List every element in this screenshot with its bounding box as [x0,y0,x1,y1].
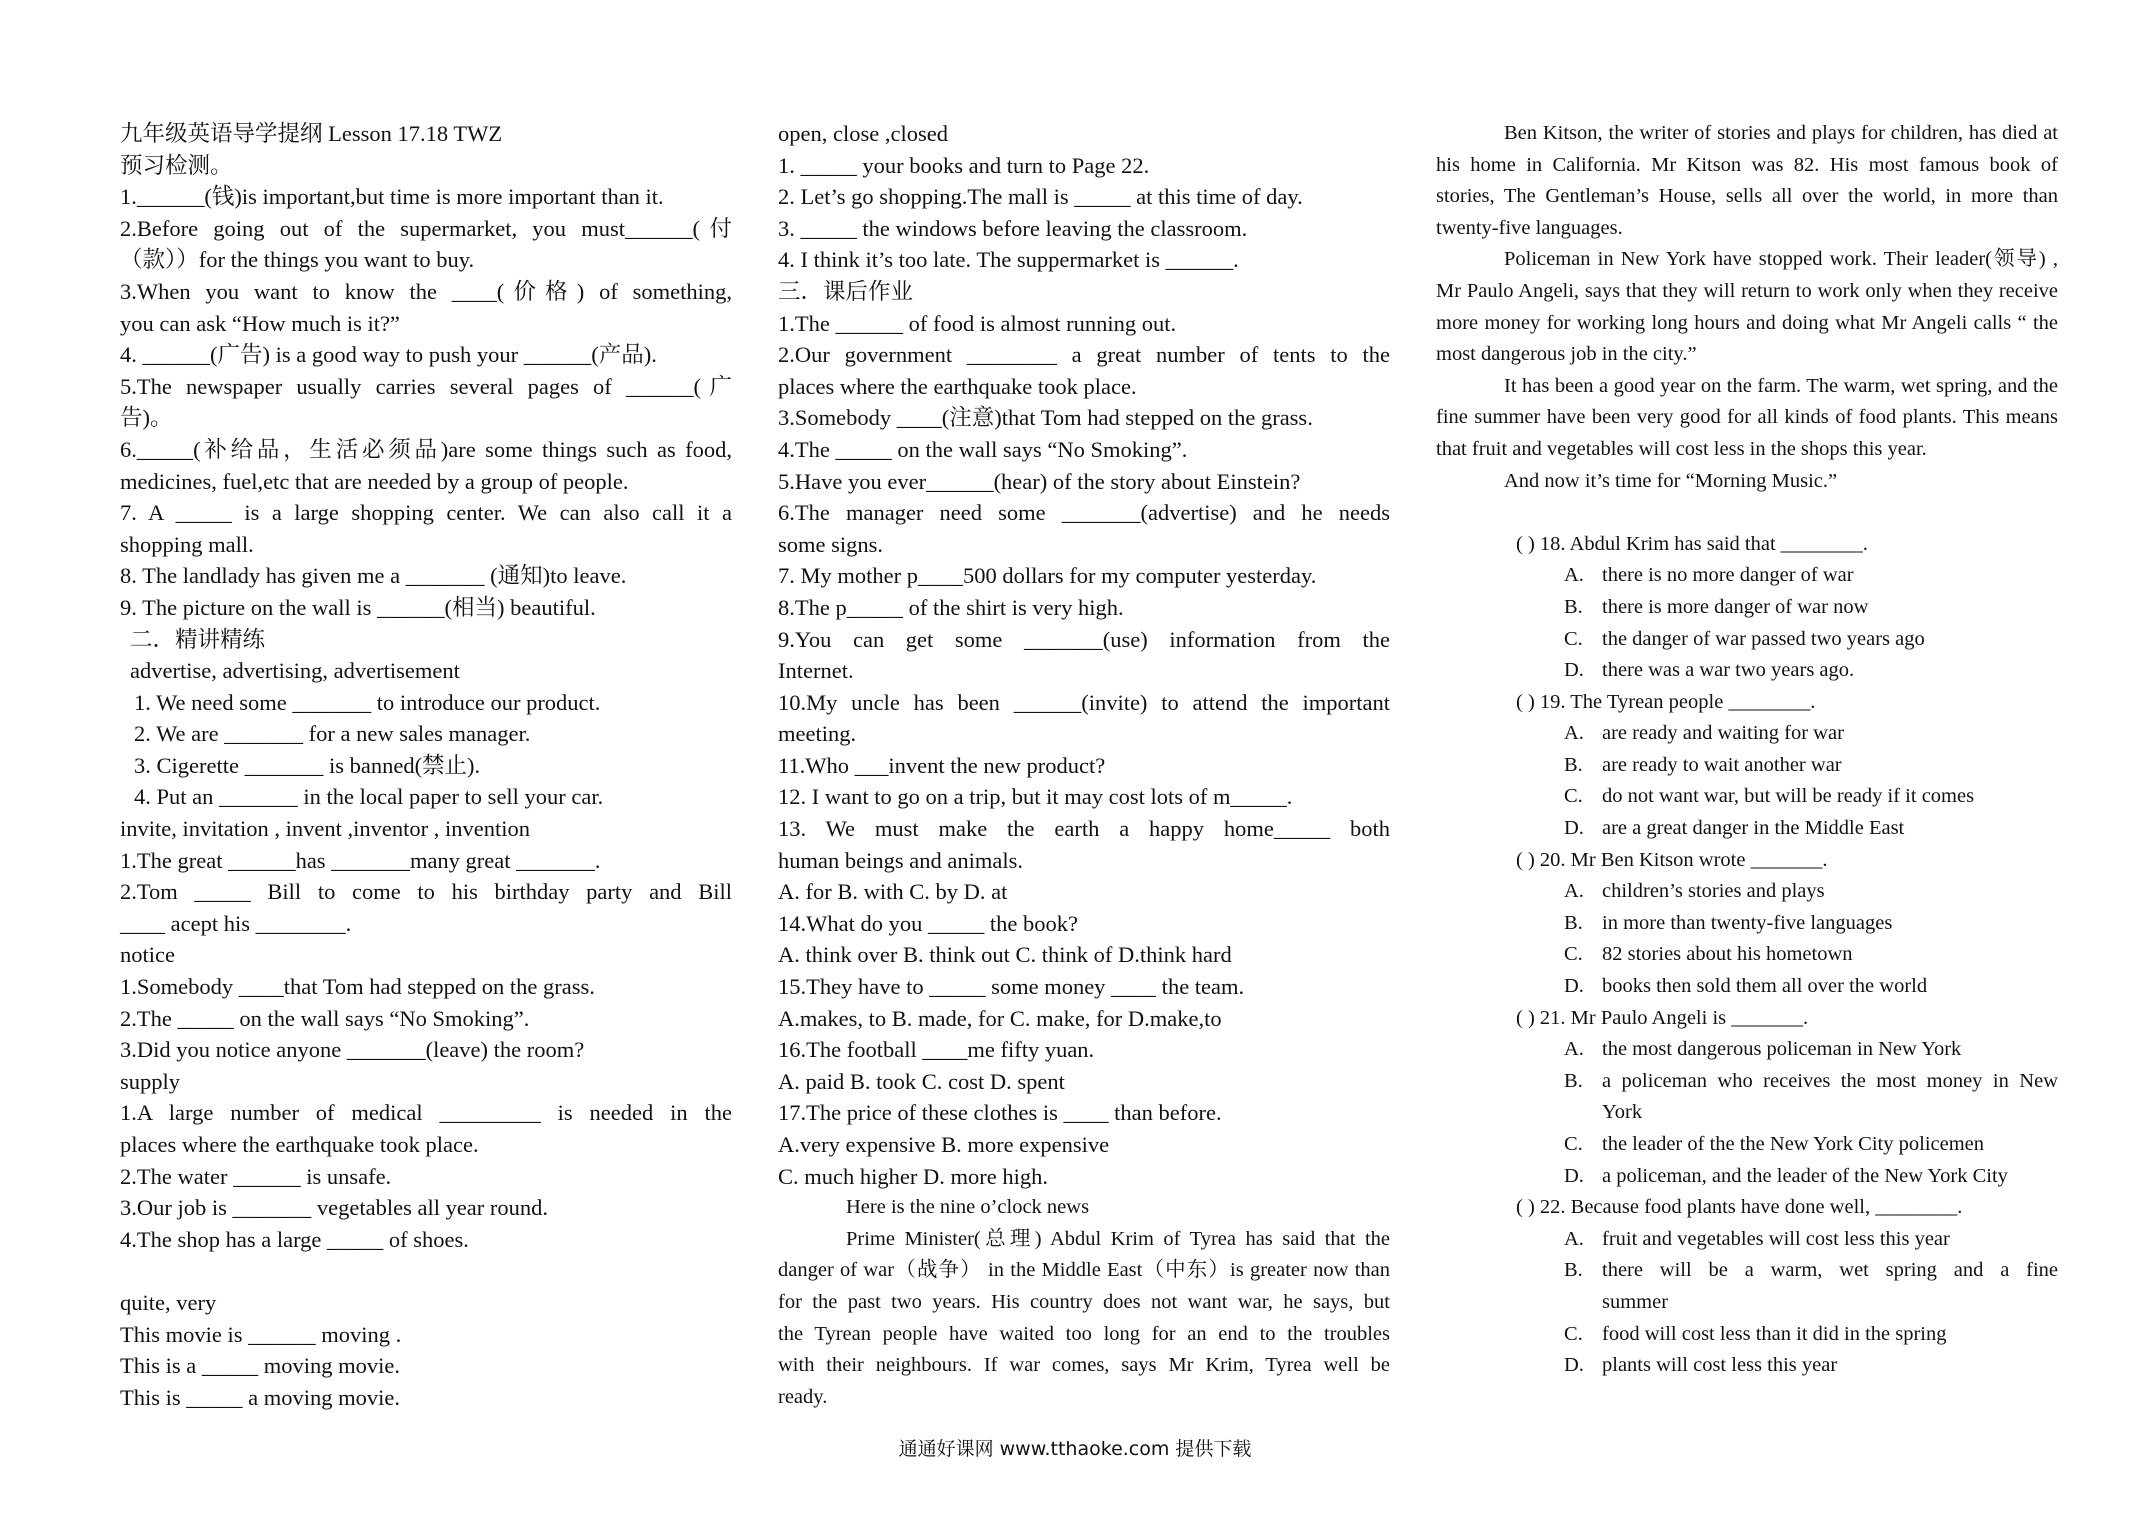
news-paragraph: It has been a good year on the farm. The warm, wet spring, and the fine summer have been very good for all kinds of food plants. This means that fruit and vegetables will cost less in the shops this year. [1436,374,2058,460]
answer-option [1436,560,2058,592]
text-line: supply [120,1068,181,1094]
text-line: 2.The water ______ is unsafe. [120,1163,392,1189]
text-line: 二．精讲精练 [130,626,266,652]
text-line: meeting. [778,721,857,747]
text-line: A. paid B. took C. cost D. spent [778,1068,1065,1094]
text-line: A.makes, to B. made, for C. make, for D.make,to [778,1005,1222,1031]
option-letter: B. [1564,753,1583,776]
text-line: 1.The ______ of food is almost running out. [778,310,1177,336]
text-line: places where the earthquake took place. [778,373,1137,399]
text-line: 7. My mother p____500 dollars for my computer yesterday. [778,563,1317,589]
option-letter: D. [1564,817,1584,840]
option-text: are ready and waiting for war [1602,722,1844,745]
option-letter: D. [1564,975,1584,998]
text-line: ____ acept his ________. [120,910,352,936]
question-stem: ( ) 19. The Tyrean people ________. [1516,690,1816,713]
option-letter: D. [1564,1164,1584,1187]
text-line: 2. Let’s go shopping.The mall is _____ at this time of day. [778,184,1303,210]
text-line: 4. Put an _______ in the local paper to sell your car. [134,784,604,810]
text-line: 2.Before going out of the supermarket, you must______(付 [120,215,732,241]
option-text: the leader of the the New York City policemen [1602,1133,1985,1155]
text-line: 7. A _____ is a large shopping center. We can also call it a [120,500,732,526]
answer-option-continued [1436,1287,2058,1319]
answer-option [1436,750,2058,782]
answer-option [1436,1255,2058,1287]
option-text: there is more danger of war now [1602,595,1869,618]
text-line: 8. The landlady has given me a _______ (通知)to leave. [120,563,627,589]
text-line: 13. We must make the earth a happy home_____ both [778,816,1390,842]
option-text: plants will cost less this year [1602,1354,1838,1377]
option-text: books then sold them all over the world [1602,975,1928,998]
text-line: 3.Did you notice anyone _______(leave) the room? [120,1037,585,1063]
news-line: Prime Minister(总理) Abdul Krim of Tyrea has said that the [846,1227,1390,1250]
option-letter: A. [1564,1227,1584,1250]
question-stem: ( ) 21. Mr Paulo Angeli is _______. [1516,1006,1809,1029]
text-line: open, close ,closed [778,121,948,146]
option-letter: B. [1564,595,1583,618]
option-letter: B. [1564,1069,1583,1092]
option-letter: A. [1564,1038,1584,1061]
text-line: 4.The _____ on the wall says “No Smoking”. [778,436,1188,462]
option-letter: C. [1564,785,1583,808]
option-letter: A. [1564,722,1584,745]
text-line: 1.Somebody ____that Tom had stepped on the grass. [120,974,595,1000]
text-line: 1. _____ your books and turn to Page 22. [778,152,1150,178]
option-text: children’s stories and plays [1602,880,1825,903]
option-text: are ready to wait another war [1602,753,1842,776]
text-line: A.very expensive B. more expensive [778,1132,1110,1157]
answer-option [1436,1066,2058,1098]
text-line: 6._____(补给品，生活必须品)are some things such as food, [120,436,732,462]
option-letter: C. [1564,1133,1583,1155]
text-line: 2.Tom _____ Bill to come to his birthday party and Bill [120,879,732,905]
option-letter: A. [1564,564,1584,587]
option-text: food will cost less than it did in the spring [1602,1322,1947,1345]
text-line: 3.Our job is _______ vegetables all year round. [120,1195,549,1221]
option-letter: C. [1564,627,1583,650]
text-line: 1.The great ______has _______many great _______. [120,847,601,873]
text-line: you can ask “How much is it?” [120,310,400,336]
text-line: 4. ______(广告) is a good way to push your ______(产品). [120,342,657,368]
column-middle [778,118,1390,1413]
option-text: York [1602,1101,1643,1124]
answer-option [1436,1034,2058,1066]
text-line: 16.The football ____me fifty yuan. [778,1037,1095,1063]
text-line: 4. I think it’s too late. The suppermarket is ______. [778,247,1239,273]
option-letter: A. [1564,880,1584,903]
text-line: 5.The newspaper usually carries several pages of ______(广 [120,373,732,399]
option-text: a policeman who receives the most money in New [1602,1069,2058,1092]
text-line: invite, invitation , invent ,inventor , invention [120,816,530,842]
option-text: the danger of war passed two years ago [1602,627,1925,650]
text-line: 1.A large number of medical _________ is needed in the [120,1100,732,1126]
option-text: 82 stories about his hometown [1602,943,1853,966]
text-line: This is _____ a moving movie. [120,1384,400,1410]
news-heading: Here is the nine o’clock news [846,1196,1090,1219]
news-paragraph: Ben Kitson, the writer of stories and plays for children, has died at his home in California. Mr Kitson was 82. His most famous book of stories, The Gentleman’s House, sells all over the world, in more than twenty-five languages. [1436,122,2058,239]
option-letter: D. [1564,1354,1584,1377]
text-line: 2.Our government ________ a great number of tents to the [778,342,1390,368]
text-line: 3.When you want to know the ____(价格) of something, [120,278,732,304]
option-letter: D. [1564,659,1584,682]
question-stem: ( ) 20. Mr Ben Kitson wrote _______. [1516,848,1828,871]
text-line: 1. We need some _______ to introduce our product. [134,689,601,715]
text-line: advertise, advertising, advertisement [130,658,460,684]
answer-option [1436,876,2058,908]
text-line: 12. I want to go on a trip, but it may cost lots of m_____. [778,784,1293,810]
text-line: C. much higher D. more high. [778,1163,1048,1189]
text-line: 9. The picture on the wall is ______(相当) beautiful. [120,594,596,620]
page-title: 九年级英语导学提纲 Lesson 17.18 TWZ [120,121,503,146]
answer-option [1436,592,2058,624]
option-text: a policeman, and the leader of the New York City [1602,1164,2008,1187]
text-line: 告)。 [120,405,173,431]
text-line: 3.Somebody ____(注意)that Tom had stepped on the grass. [778,405,1313,431]
answer-option [1436,971,2058,1003]
option-text: fruit and vegetables will cost less this year [1602,1227,1950,1250]
news-line: ready. [778,1385,828,1408]
option-text: there will be a warm, wet spring and a fine [1602,1259,2058,1282]
news-line: the Tyrean people have waited too long for an end to the troubles [778,1322,1390,1345]
answer-option [1436,624,2058,656]
text-line: 预习检测。 [120,152,233,178]
option-text: there is no more danger of war [1602,564,1854,587]
news-paragraph: Policeman in New York have stopped work. Their leader(领导) , Mr Paulo Angeli, says that they will return to work only when they receive more money for working long hours and doing what Mr Angeli calls “ the most dangerous job in the city.” [1436,248,2058,366]
text-line: places where the earthquake took place. [120,1132,479,1157]
text-line: 10.My uncle has been ______(invite) to attend the important [778,689,1390,715]
section-heading: 三．课后作业 [778,278,914,304]
answer-option [1436,781,2058,813]
column-left [120,118,732,1413]
option-text: in more than twenty-five languages [1602,911,1893,934]
answer-option [1436,1129,2058,1161]
text-line: 4.The shop has a large _____ of shoes. [120,1226,469,1252]
text-line [120,1255,732,1287]
news-line: danger of war（战争） in the Middle East（中东）is greater now than [778,1259,1390,1282]
text-line: 3. Cigerette _______ is banned(禁止). [134,752,481,778]
text-line: notice [120,942,175,968]
text-line: shopping mall. [120,531,254,557]
text-line: 3. _____ the windows before leaving the classroom. [778,215,1248,241]
text-line: 9.You can get some _______(use) information from the [778,626,1390,652]
answer-option [1436,908,2058,940]
question-stem: ( ) 22. Because food plants have done well, ________. [1516,1196,1963,1219]
text-line: 5.Have you ever______(hear) of the story about Einstein? [778,468,1301,494]
spacer [1436,497,2058,529]
text-line: A. for B. with C. by D. at [778,879,1008,905]
text-line: 8.The p_____ of the shirt is very high. [778,594,1124,620]
option-text: are a great danger in the Middle East [1602,817,1905,840]
option-text: the most dangerous policeman in New York [1602,1038,1962,1061]
text-line: 2.The _____ on the wall says “No Smoking”. [120,1005,530,1031]
option-letter: C. [1564,1322,1583,1345]
answer-option [1436,813,2058,845]
answer-option [1436,1350,2058,1382]
question-stem: ( ) 18. Abdul Krim has said that ________. [1516,532,1868,555]
page-footer: 通通好课网 www.tthaoke.com 提供下载 [898,1438,1252,1460]
text-line: human beings and animals. [778,847,1023,873]
answer-option [1436,718,2058,750]
answer-option-continued [1436,1097,2058,1129]
option-letter: B. [1564,911,1583,934]
text-line: A. think over B. think out C. think of D.think hard [778,942,1232,968]
answer-option [1436,1224,2058,1256]
text-line: 11.Who ___invent the new product? [778,752,1106,778]
column-right [1436,118,2058,1382]
text-line: 15.They have to _____ some money ____ the team. [778,974,1245,1000]
text-line: 1.______(钱)is important,but time is more important than it. [120,184,664,210]
option-text: summer [1602,1290,1669,1313]
text-line: quite, very [120,1289,217,1315]
text-line: 14.What do you _____ the book? [778,910,1078,936]
option-letter: B. [1564,1259,1583,1282]
text-line: 17.The price of these clothes is ____ than before. [778,1100,1222,1126]
option-letter: C. [1564,943,1583,966]
news-paragraph: And now it’s time for “Morning Music.” [1504,469,1838,492]
text-line: This movie is ______ moving . [120,1321,402,1347]
text-line: medicines, fuel,etc that are needed by a group of people. [120,468,629,494]
text-line: 6.The manager need some _______(advertise) and he needs [778,500,1390,526]
news-line: for the past two years. His country does not want war, he says, but [778,1290,1390,1313]
text-line: This is a _____ moving movie. [120,1353,400,1379]
option-text: there was a war two years ago. [1602,659,1855,682]
answer-option [1436,1161,2058,1193]
answer-option [1436,1319,2058,1351]
text-line: Internet. [778,658,854,684]
text-line: （款））for the things you want to buy. [120,247,475,273]
option-text: do not want war, but will be ready if it comes [1602,785,1975,808]
answer-option [1436,939,2058,971]
answer-option [1436,655,2058,687]
news-line: with their neighbours. If war comes, says Mr Krim, Tyrea well be [778,1354,1390,1377]
text-line: some signs. [778,531,884,557]
text-line: 2. We are _______ for a new sales manager. [134,721,531,747]
